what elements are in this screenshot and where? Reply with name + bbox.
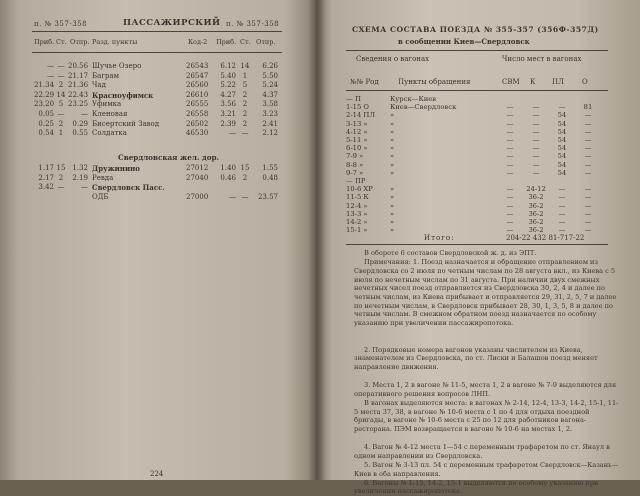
station-name: Солдатка [92, 129, 127, 138]
left-column-header: Приб. [34, 38, 55, 46]
time-cell: — [57, 183, 65, 192]
seat-count: — [532, 152, 540, 161]
route-cell: » [390, 193, 395, 202]
route-cell: » [390, 152, 395, 161]
time-cell: 23.25 [68, 100, 89, 109]
route-cell: » [390, 168, 395, 177]
time-cell: 27012 [186, 164, 209, 172]
left-column-header: Разд. пункты [92, 38, 138, 46]
total-values: 204-22 432 81-717-22 [506, 234, 585, 242]
group-header-wagons: Сведения о вагонах [356, 55, 430, 63]
time-cell: 5.40 [220, 71, 236, 80]
wagon-number: 5-11 » [346, 136, 368, 144]
time-cell: 0.54 [38, 129, 54, 138]
seat-count: — [532, 168, 540, 177]
time-cell: 0.05 [38, 110, 54, 118]
wagon-number: 12-4 » [346, 201, 368, 210]
seat-count: 54 [557, 111, 567, 120]
seat-count: — [558, 226, 566, 235]
time-cell: 3.42 [38, 183, 54, 192]
seat-count: — [584, 193, 592, 202]
scheme-column-header: К [530, 78, 536, 86]
seat-count: — [532, 127, 540, 136]
wagon-number: 9-7 » [346, 168, 364, 177]
station-name: Свердловск Пасс. [92, 183, 165, 193]
seat-count: 36-2 [528, 226, 544, 235]
time-cell: 5 [58, 100, 64, 109]
note-paragraph: 6. Вагоны № 1-15, 14-2, 15-1 выделяются по особому указанию при увеличении пассажиропотока. [354, 478, 599, 496]
scheme-column-header: №№ Род [350, 78, 379, 86]
seat-count: — [506, 119, 514, 128]
seat-count: — [584, 168, 592, 177]
station-name: Ревда [92, 173, 114, 182]
station-name: Красноуфимск [92, 90, 154, 100]
left-column-header: Отпр. [70, 38, 90, 46]
time-cell: 26555 [186, 100, 209, 109]
seat-count: — [584, 111, 592, 120]
time-cell: 6.26 [262, 62, 278, 70]
time-cell: — [47, 62, 54, 70]
time-cell: 3.58 [262, 100, 278, 109]
note-paragraph: В обороте 6 составов Свердловской ж. д. из ЭПТ. [364, 249, 537, 257]
time-cell: 2 [242, 90, 248, 99]
scheme-column-header: О [582, 78, 588, 86]
time-cell: 21.36 [68, 81, 89, 90]
seat-count: — [558, 103, 566, 112]
seat-count: — [532, 136, 540, 144]
left-column-header: Ст. [240, 38, 251, 46]
time-cell: 2.12 [262, 129, 278, 138]
time-cell: 2.41 [262, 119, 278, 128]
wagon-number: 14-2 » [346, 218, 368, 226]
route-cell: » [390, 209, 395, 218]
time-cell: 27040 [186, 173, 209, 182]
time-cell: 3.56 [220, 100, 236, 109]
time-cell: 2 [242, 173, 248, 182]
seat-count: — [558, 193, 566, 202]
seat-count: — [506, 185, 514, 194]
time-cell: 2 [58, 173, 64, 182]
seat-count: 54 [557, 119, 567, 128]
note-paragraph: 3. Места 1, 2 в вагоне № 11-5, места 1, 2 в вагоне № 7-9 выделяются для оперативного решения вопросов ЛНП. [354, 381, 617, 398]
time-cell: — [241, 129, 249, 138]
wagon-number: 2-14 ПЛ [346, 111, 376, 120]
time-cell: 20.56 [68, 62, 89, 70]
time-cell: 2 [58, 119, 64, 128]
scheme-subtitle: в сообщении Киев—Свердловск [398, 37, 530, 46]
seat-count: 54 [557, 144, 567, 153]
note-paragraph: 4. Вагон № 4-12 места 1—54 с переменным трафаретом по ст. Янаул в одном направлении из Свердловска. [354, 442, 610, 460]
time-cell: 0.29 [72, 119, 88, 128]
station-name: Шучье Озеро [92, 62, 142, 70]
seat-count: — [584, 136, 592, 144]
note-paragraph: 2. Порядковые номера вагонов указаны числителем из Киева, знаменателем из Свердловска, по ст. Лиски и Балашов поезд меняет направление движения. [354, 345, 598, 372]
seat-count: — [584, 119, 592, 128]
time-cell: 14 [240, 62, 250, 70]
wagon-number: 15-1 » [346, 226, 368, 235]
seat-count: 54 [557, 127, 567, 136]
time-cell: 1 [242, 71, 248, 80]
time-cell: 5.24 [262, 81, 278, 90]
seat-count: 54 [557, 160, 567, 169]
seat-count: — [506, 111, 514, 120]
wagon-number: 6-10 » [346, 144, 368, 153]
time-cell: 2 [242, 100, 248, 109]
scheme-column-header: Пункты обращения [398, 78, 471, 86]
seat-count: — [506, 201, 514, 210]
seat-count: — [506, 103, 514, 112]
seat-count: 36-2 [528, 201, 544, 210]
time-cell: — [47, 71, 54, 80]
seat-count: — [584, 185, 592, 194]
time-cell: — [57, 62, 65, 70]
wagon-number: 1-15 О [346, 103, 370, 112]
time-cell: 26543 [186, 62, 209, 70]
seat-count: 36-2 [528, 209, 544, 218]
time-cell: 15 [56, 164, 66, 172]
time-cell: 1.40 [220, 164, 236, 172]
time-cell: — [81, 110, 88, 118]
time-cell: 23.20 [34, 100, 55, 109]
left-column-header: Приб. [216, 38, 237, 46]
seat-count: 81 [583, 103, 593, 112]
wagon-number: — П [346, 95, 361, 103]
route-cell: Курск—Киев [390, 95, 437, 103]
column-header-rule [32, 52, 282, 53]
time-cell: 0.46 [220, 173, 236, 182]
time-cell: 21.17 [68, 71, 89, 80]
header-rule [32, 31, 282, 32]
time-cell: — [57, 110, 65, 118]
time-cell: 2 [242, 119, 248, 128]
seat-count: — [506, 209, 514, 218]
time-cell: 1 [58, 129, 64, 138]
time-cell: 27000 [186, 192, 209, 201]
time-cell: 5.50 [262, 71, 278, 80]
time-cell: — [57, 71, 65, 80]
time-cell: 1.55 [262, 164, 278, 172]
route-cell: » [390, 226, 395, 235]
seat-count: — [584, 144, 592, 153]
note-paragraph: Примечания: 1. Поезд назначается и обращение отправлением из Свердловска со 2 июля по четным числам по 28 августа вкл., из Киева с 5 июля по нечетным числам по 31 августа. При наличии двух смежных нечетных чисел поезд отправляется из Свердловска 30, 2, 4 и далее по четным числам, из Киева прибывает и отправляется 29, 31, 2, 5, 7 и далее по нечетным числам, в Свердловск прибывает 28, 30, 1, 3, 5, 8 и далее по четным числам. В смежном обратном поезд назначается по особому указанию при увеличении пассажиропотока. [354, 258, 617, 328]
seat-count: — [558, 185, 566, 194]
left-page-title: ПАССАЖИРСКИЙ [123, 18, 221, 28]
time-cell: 4.37 [262, 90, 278, 99]
time-cell: 22.43 [68, 90, 89, 99]
time-cell: 6.12 [220, 62, 236, 70]
route-cell: » [390, 160, 395, 169]
time-cell: 26547 [186, 71, 209, 80]
seat-count: 36-2 [528, 193, 544, 202]
time-cell: 2.17 [38, 173, 54, 182]
section-title: Свердловская жел. дор. [118, 153, 220, 162]
route-cell: » [390, 144, 395, 153]
seat-count: — [532, 119, 540, 128]
route-cell: » [390, 185, 395, 194]
seat-count: — [506, 168, 514, 177]
route-cell: » [390, 136, 395, 144]
time-cell: 0.25 [38, 119, 54, 128]
time-cell: 2 [242, 110, 248, 118]
seat-count: — [584, 226, 592, 235]
route-cell: » [390, 111, 395, 120]
time-cell: 21.34 [34, 81, 55, 90]
right-page [316, 0, 640, 496]
station-name: Баграм [92, 71, 120, 80]
time-cell: 26502 [186, 119, 209, 128]
time-cell: 4.27 [220, 90, 236, 99]
seat-count: 54 [557, 152, 567, 161]
seat-count: — [506, 218, 514, 226]
note-paragraph: В вагонах выделяются места: в вагонах № 2-14, 12-4, 13-3, 14-2, 15-1, 11-5 места 37, 38, в вагоне № 10-6 места с 1 по 4 для отдыха поездной бригады, в вагоне № 10-6 места с 25 по 12 для работников вагона-ресторана. ПЭМ возвращается в вагоне № 10-6 на местах 1, 2. [354, 398, 619, 433]
seat-count: 54 [557, 168, 567, 177]
seat-count: 24-12 [526, 185, 546, 194]
time-cell: 0.55 [72, 129, 88, 138]
time-cell: 46530 [186, 129, 209, 138]
time-cell: 0.48 [262, 173, 278, 182]
route-cell: » [390, 218, 395, 226]
time-cell: 2 [58, 81, 64, 90]
time-cell: — [241, 192, 249, 201]
time-cell: 5.22 [220, 81, 236, 90]
time-cell: 2.19 [72, 173, 88, 182]
time-cell: 22.29 [34, 90, 55, 99]
wagon-number: 13-3 » [346, 209, 368, 218]
total-label: Итого: [424, 234, 455, 242]
seat-count: — [506, 144, 514, 153]
scheme-column-header: ПЛ [552, 78, 564, 86]
scheme-title: СХЕМА СОСТАВА ПОЕЗДА № 355-357 (356Ф-357Д) [352, 25, 599, 34]
page-number: 224 [150, 470, 164, 478]
seat-count: — [506, 136, 514, 144]
station-name: Кленовая [92, 110, 128, 118]
route-cell: Киев—Свердловск [390, 103, 457, 112]
seat-count: — [506, 152, 514, 161]
left-page [0, 0, 316, 480]
seat-count: — [532, 144, 540, 153]
wagon-number: 4-12 » [346, 127, 368, 136]
seat-count: — [558, 201, 566, 210]
station-name: Чад [92, 81, 106, 90]
station-name: Дружинино [92, 164, 140, 173]
station-name: Уфимка [92, 100, 122, 109]
seat-count: — [506, 193, 514, 202]
wagon-number: 10-6 ХР [346, 185, 373, 194]
seat-count: — [506, 226, 514, 235]
seat-count: — [584, 209, 592, 218]
left-column-header: Отпр. [256, 38, 276, 46]
time-cell: 14 [56, 90, 66, 99]
seat-count: — [584, 218, 592, 226]
seat-count: — [584, 127, 592, 136]
wagon-number: 8-8 » [346, 160, 364, 169]
seat-count: — [584, 152, 592, 161]
left-train-number: п. № 357-358 [34, 20, 88, 28]
seat-count: — [584, 201, 592, 210]
station-name: Бисертский Завод [92, 119, 160, 128]
seat-count: — [506, 160, 514, 169]
seat-count: 54 [557, 136, 567, 144]
time-cell: 5 [242, 81, 248, 90]
note-paragraph: 5. Вагон № 3-13 пл. 54 с переменным трафаретом Свердловск—Казань—Киев в оба направления. [354, 460, 619, 478]
time-cell: 1.32 [72, 164, 88, 172]
time-cell: 23.57 [257, 192, 278, 201]
right-train-number: п. № 357-358 [226, 20, 280, 28]
time-cell: 3.21 [220, 110, 236, 118]
time-cell: — [229, 192, 236, 201]
time-cell: 26558 [186, 110, 209, 118]
time-cell: 15 [240, 164, 250, 172]
seat-count: — [558, 218, 566, 226]
route-cell: » [390, 201, 395, 210]
seat-count: — [532, 103, 540, 112]
route-cell: » [390, 127, 395, 136]
route-cell: » [390, 119, 395, 128]
seat-count: — [506, 127, 514, 136]
scheme-header-rule [346, 90, 608, 91]
left-column-header: Ст. [56, 38, 67, 46]
wagon-number: 3-13 » [346, 119, 368, 128]
time-cell: 2.39 [220, 119, 236, 128]
time-cell: 1.17 [38, 164, 54, 172]
time-cell: — [229, 129, 236, 138]
station-name: ОДБ [92, 192, 109, 201]
time-cell: 3.23 [262, 110, 278, 118]
wagon-number: — ПР [346, 177, 366, 185]
scheme-column-header: СВМ [502, 78, 520, 86]
scheme-bottom-rule [346, 244, 608, 245]
seat-count: — [558, 209, 566, 218]
book-gutter-shadow [308, 0, 326, 480]
time-cell: — [81, 183, 88, 192]
seat-count: — [584, 160, 592, 169]
scheme-top-rule [346, 50, 608, 51]
time-cell: 26610 [186, 90, 209, 99]
time-cell: 26560 [186, 81, 209, 90]
group-header-seats: Число мест в вагонах [502, 55, 582, 63]
seat-count: 36-2 [528, 218, 544, 226]
seat-count: — [532, 160, 540, 169]
wagon-number: 7-9 » [346, 152, 364, 161]
seat-count: — [532, 111, 540, 120]
wagon-number: 11-5 К [346, 193, 369, 202]
left-column-header: Код-2 [188, 38, 208, 46]
